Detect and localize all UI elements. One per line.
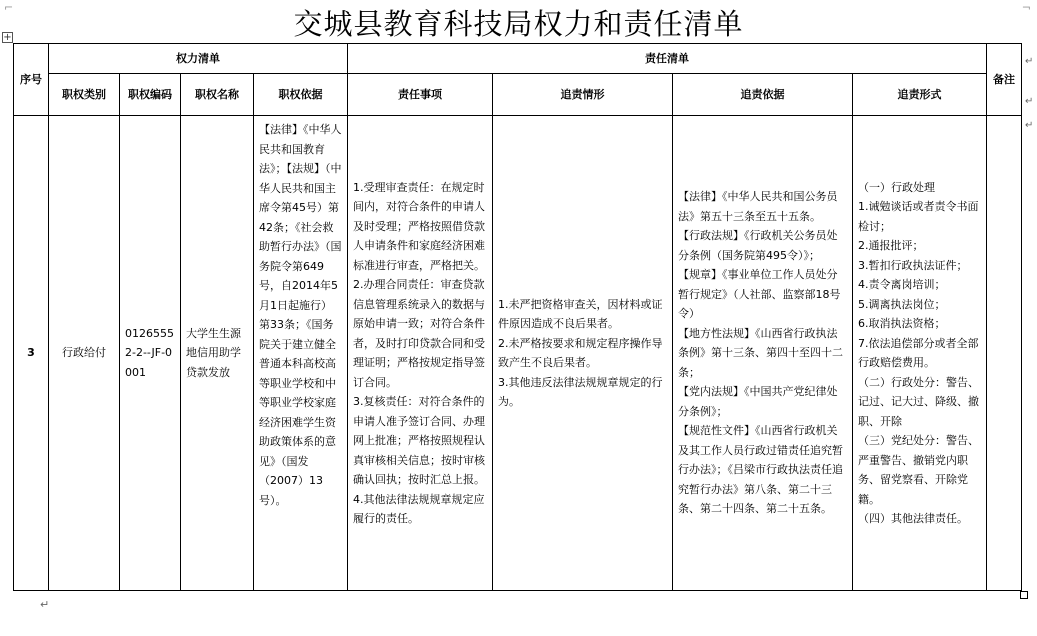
list-item: （二）行政处分：警告、记过、记大过、降级、撤职、开除	[858, 375, 979, 428]
page-corner-mark-right: ¬	[1021, 1, 1031, 14]
header-power-type: 职权类别	[49, 74, 120, 116]
list-item: （四）其他法律责任。	[858, 512, 968, 525]
header-row-2	[14, 74, 1022, 116]
header-power-group: 权力清单	[49, 44, 348, 74]
list-item: 【法律】《中华人民共和国公务员法》第五十三条至五十五条。	[678, 190, 838, 223]
cell-power-basis: 【法律】《中华人民共和国教育法》；【法规】（中华人民共和国主席令第45号）第42条；《社会救助暂行办法》（国务院令第649号，自2014年5月1日起施行）第33条；《国务院关于建立健全普通本科高校高等职业学校和中等职业学校家庭经济困难学生资助政策体系的意见》（国发（2007）13号）。	[254, 116, 348, 591]
list-item: 3.其他违反法律法规规章规定的行为。	[498, 375, 663, 408]
header-accountability-forms: 追责形式	[853, 74, 987, 116]
list-item: （一）行政处理	[858, 180, 935, 194]
page-corner-mark-left: ⌐	[4, 1, 14, 14]
header-power-code: 职权编码	[120, 74, 181, 116]
header-accountability-cases: 追责情形	[493, 74, 673, 116]
header-power-name: 职权名称	[181, 74, 254, 116]
list-item: 4.责令离岗培训；	[858, 278, 946, 291]
list-item: 6.取消执法资格；	[858, 317, 946, 330]
list-item: 【行政法规】《行政机关公务员处分条例（国务院第495令）》；	[678, 229, 838, 262]
list-item: 7.依法追偿部分或者全部行政赔偿费用。	[858, 336, 979, 369]
cell-accountability-cases	[493, 116, 673, 591]
list-item: 1.诫勉谈话或者责令书面检讨；	[858, 200, 979, 233]
header-resp-items: 责任事项	[348, 74, 493, 116]
list-item: 3.暂扣行政执法证件；	[858, 258, 968, 272]
cell-accountability-forms	[853, 116, 987, 591]
cell-power-type: 行政给付	[49, 116, 120, 591]
row-end-mark-icon: ↵	[1025, 120, 1034, 131]
list-item: 2.办理合同责任：审查贷款信息管理系统录入的数据与原始申请一致；对符合条件者，及时打印贷款合同和受理证明；严格按规定指导签订合同。	[353, 278, 485, 389]
list-item: 2.通报批评；	[858, 239, 924, 252]
list-item: 5.调离执法岗位；	[858, 297, 946, 311]
cell-accountability-basis	[673, 116, 853, 591]
list-item: （三）党纪处分：警告、严重警告、撤销党内职务、留党察看、开除党籍。	[858, 434, 979, 506]
row-end-mark-icon: ↵	[1025, 96, 1034, 107]
header-resp-group: 责任清单	[348, 44, 987, 74]
page-title: 交城县教育科技局权力和责任清单	[293, 7, 744, 41]
list-item: 【规范性文件】《山西省行政机关及其工作人员行政过错责任追究暂行办法》；《吕梁市行政执法责任追究暂行办法》第八条、第二十三条、第二十四条、第二十五条。	[678, 424, 843, 516]
list-item: 3.复核责任：对符合条件的申请人准予签订合同、办理网上批准；严格按照规程认真审核相关信息；按时审核确认回执；按时汇总上报。	[353, 395, 485, 486]
list-item: 1.未严把资格审查关，因材料或证件原因造成不良后果者。	[498, 297, 663, 330]
header-seq: 序号	[14, 44, 49, 116]
row-end-mark-icon: ↵	[1025, 56, 1034, 67]
cell-seq: 3	[14, 116, 49, 591]
cell-resp-items	[348, 116, 493, 591]
cell-power-code: 01265552-2--JF-0001	[120, 116, 181, 591]
cell-power-name: 大学生生源地信用助学贷款发放	[181, 116, 254, 591]
table-row	[14, 116, 1022, 591]
header-row-1	[14, 44, 1022, 74]
header-accountability-basis: 追责依据	[673, 74, 853, 116]
list-item: 1.受理审查责任：在规定时间内，对符合条件的申请人及时受理；严格按照借贷款人申请条件和家庭经济困难标准进行审查，严格把关。	[353, 180, 485, 272]
list-item: 4.其他法律法规规章规定应履行的责任。	[353, 492, 485, 525]
power-responsibility-table	[13, 43, 1022, 591]
cell-remark	[987, 116, 1022, 591]
list-item: 2.未严格按要求和规定程序操作导致产生不良后果者。	[498, 336, 663, 369]
header-remark: 备注	[987, 44, 1022, 116]
paragraph-mark-icon: ↵	[40, 598, 50, 611]
table-resize-handle[interactable]	[1020, 591, 1028, 599]
header-power-basis: 职权依据	[254, 74, 348, 116]
table-move-handle-icon[interactable]: +	[3, 32, 12, 43]
list-item: 【规章】《事业单位工作人员处分暂行规定》（人社部、监察部18号令）	[678, 268, 841, 321]
list-item: 【党内法规】《中国共产党纪律处分条例》；	[678, 385, 838, 418]
list-item: 【地方性法规】《山西省行政执法条例》第十三条、第四十至四十二条；	[678, 326, 843, 379]
